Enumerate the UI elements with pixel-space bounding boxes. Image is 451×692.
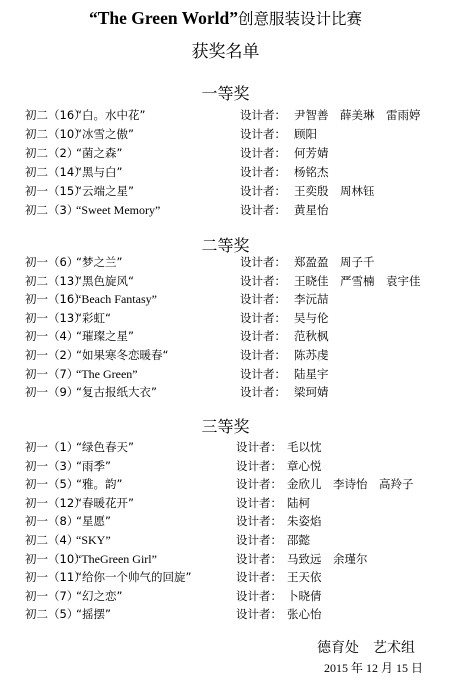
entry-work-title: “白。水中花” [76,108,146,122]
award-entry [0,438,451,456]
entry-designer-label: 设计者： [236,588,282,603]
award-entry [0,290,451,308]
award-entry [0,163,451,181]
entry-work-title: “璀璨之星” [76,329,134,344]
title-english: “The Green World” [88,8,239,28]
entry-class: 初一（1） [25,440,79,454]
award-entry [0,144,451,162]
entry-class: 初一（3） [25,458,79,473]
entry-designer-label: 设计者： [240,255,286,269]
award-entry [0,512,451,530]
award-entry [0,327,451,345]
award-entry [0,568,451,586]
entry-designer-names: 郑盈盈 周子千 [294,255,375,269]
entry-designer-names: 章心悦 [287,458,322,473]
entry-work-title: “幻之恋” [76,588,123,603]
entry-designer-label: 设计者： [236,607,282,622]
entry-class: 初一（7） [25,366,79,381]
entry-work-title: “The Green” [76,366,138,381]
entry-designer-label: 设计者： [240,310,286,325]
entry-designer-names: 金欣儿 李诗怡 高羚子 [287,477,414,492]
entry-designer-label: 设计者： [240,126,286,141]
entry-class: 初一（10） [25,551,86,566]
entry-class: 初一（15） [25,183,86,198]
entry-designer-label: 设计者： [236,440,282,454]
entry-class: 初一（9） [25,385,79,400]
entry-designer-names: 张心怡 [287,607,322,622]
entry-designer-names: 顾阳 [294,126,317,141]
entry-class: 初二（5） [25,607,79,622]
entry-designer-label: 设计者： [236,570,282,585]
footer-date: 2015 年 12 月 15 日 [324,661,424,675]
entry-work-title: “给你一个帅气的回旋” [76,570,192,585]
entry-work-title: “如果寒冬恋暖春“ [76,348,169,362]
entry-designer-label: 设计者： [236,458,282,473]
entry-class: 初二（16） [25,108,86,122]
award-entry [0,272,451,290]
entry-designer-names: 何芳婧 [294,145,329,160]
entry-work-title: “彩虹“ [76,310,111,325]
entry-designer-label: 设计者： [236,514,282,529]
entry-work-title: “雨季” [76,458,111,473]
entry-class: 初一（8） [25,514,79,529]
entry-designer-names: 卜晓倩 [287,588,322,603]
entry-work-title: “云端之星” [76,183,134,198]
entry-work-title: “冰雪之傲” [76,126,134,141]
entry-designer-names: 朱姿焰 [287,514,322,529]
document-subtitle: 获奖名单 [191,42,260,62]
entry-work-title: “黑色旋风“ [76,273,134,288]
award-entry [0,494,451,512]
entry-designer-label: 设计者： [240,202,286,217]
entry-class: 初一（7） [25,588,79,603]
entry-designer-names: 杨铭杰 [294,164,329,179]
entry-designer-names: 尹智善 薛美琳 雷雨婷 [294,108,421,122]
entry-designer-names: 邵懿 [287,533,310,547]
entry-work-title: “黑与白” [76,164,123,179]
entry-designer-label: 设计者： [240,273,286,288]
award-entry [0,309,451,327]
award-entry [0,605,451,623]
entry-class: 初二（13） [25,273,86,288]
entry-designer-names: 范秋枫 [294,329,329,344]
entry-designer-names: 吴与伦 [294,310,329,325]
entry-designer-label: 设计者： [236,477,282,492]
award-entry [0,253,451,271]
entry-designer-names: 陆星宇 [294,366,329,381]
entry-class: 初二（2） [25,145,79,160]
entry-designer-label: 设计者： [240,183,286,198]
entry-work-title: “绿色春天” [76,440,134,454]
award-entry [0,587,451,605]
section-heading: 一等奖 [201,84,250,103]
entry-class: 初二（10） [25,126,86,141]
entry-designer-names: 李沅喆 [294,292,329,307]
award-entry [0,475,451,493]
entry-class: 初一（12） [25,495,86,510]
entry-designer-label: 设计者： [240,108,286,122]
entry-work-title: “Beach Fantasy” [76,292,157,307]
entry-designer-names: 王天依 [287,570,322,585]
entry-class: 初一（4） [25,329,79,344]
award-entry [0,182,451,200]
award-entry [0,106,451,124]
entry-designer-names: 黄星怡 [294,202,329,217]
document-title [0,7,451,29]
award-entry [0,125,451,143]
entry-designer-names: 马致远 余瑾尔 [287,551,368,566]
award-entry [0,383,451,401]
entry-designer-names: 王晓佳 严雪楠 袁宇佳 [294,273,421,288]
entry-designer-names: 王奕殷 周林钰 [294,183,375,198]
award-entry [0,531,451,549]
entry-class: 初一（2） [25,348,79,362]
entry-work-title: “菌之森” [76,145,123,160]
entry-designer-names: 梁珂婧 [294,385,329,400]
entry-work-title: “春暖花开” [76,495,134,510]
award-entry [0,201,451,219]
entry-work-title: “SKY” [76,533,111,547]
entry-class: 初二（3） [25,202,79,217]
entry-designer-names: 毛以忱 [287,440,322,454]
entry-work-title: “梦之兰” [76,255,123,269]
entry-class: 初一（5） [25,477,79,492]
entry-designer-label: 设计者： [236,551,282,566]
entry-work-title: “TheGreen Girl” [76,551,157,566]
entry-designer-label: 设计者： [240,292,286,307]
entry-designer-label: 设计者： [236,495,282,510]
award-entry [0,365,451,383]
entry-class: 初二（4） [25,533,79,547]
entry-work-title: “Sweet Memory” [76,202,161,217]
entry-designer-label: 设计者： [240,164,286,179]
entry-designer-label: 设计者： [240,145,286,160]
entry-designer-names: 陆柯 [287,495,310,510]
entry-class: 初一（16） [25,292,86,307]
entry-work-title: “星愿” [76,514,111,529]
entry-class: 初一（6） [25,255,79,269]
entry-class: 初二（14） [25,164,86,179]
award-entry [0,550,451,568]
section-heading: 二等奖 [201,236,250,255]
entry-designer-names: 陈苏虔 [294,348,329,362]
entry-designer-label: 设计者： [236,533,282,547]
entry-class: 初一（13） [25,310,86,325]
entry-designer-label: 设计者： [240,329,286,344]
entry-work-title: “摇摆” [76,607,111,622]
award-entry [0,457,451,475]
entry-work-title: “复古报纸大衣” [76,385,157,400]
entry-class: 初一（11） [25,570,86,585]
section-heading: 三等奖 [201,417,250,436]
entry-designer-label: 设计者： [240,366,286,381]
entry-work-title: “雅。韵” [76,477,123,492]
entry-designer-label: 设计者： [240,385,286,400]
title-chinese: 创意服装设计比赛 [238,10,363,28]
entry-designer-label: 设计者： [240,348,286,362]
footer-organizer: 德育处 艺术组 [317,640,415,656]
award-entry [0,346,451,364]
